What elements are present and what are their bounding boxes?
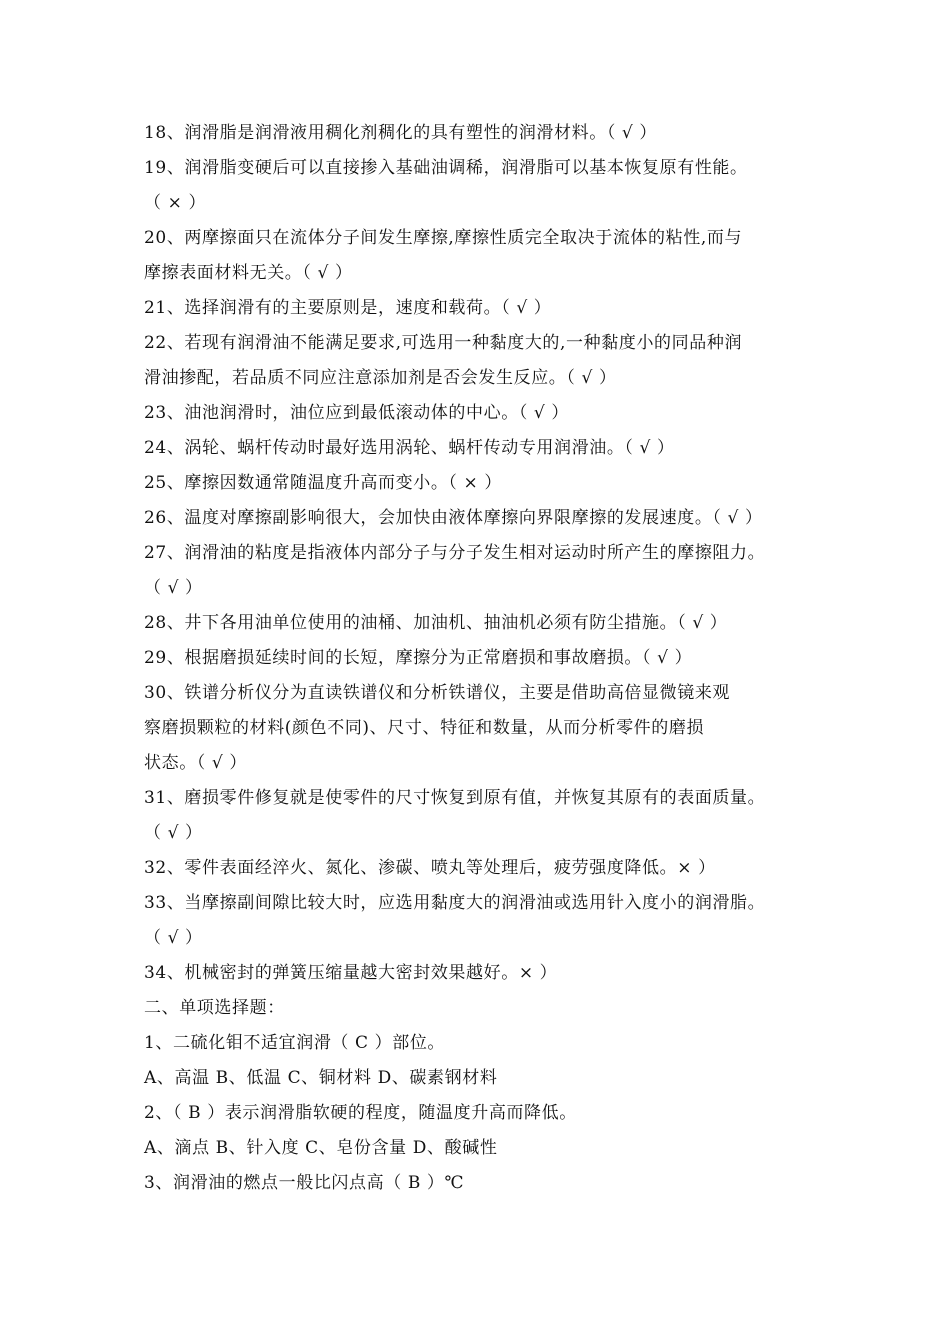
text-line: （ √ ） [144, 928, 203, 948]
text-line: 18、润滑脂是润滑液用稠化剂稠化的具有塑性的润滑材料。（ √ ） [144, 123, 657, 143]
text-line: （ √ ） [144, 823, 203, 843]
text-line: 24、涡轮、蜗杆传动时最好选用涡轮、蜗杆传动专用润滑油。（ √ ） [144, 438, 675, 458]
text-line: 19、润滑脂变硬后可以直接掺入基础油调稀，润滑脂可以基本恢复原有性能。 [144, 158, 748, 178]
text-line: 28、井下各用油单位使用的油桶、加油机、抽油机必须有防尘措施。（ √ ） [144, 613, 728, 633]
options-line: A、滴点 B、针入度 C、皂份含量 D、酸碱性 [144, 1138, 498, 1158]
text-line: 25、摩擦因数通常随温度升高而变小。（ × ） [144, 473, 502, 493]
question-line: 3、润滑油的燃点一般比闪点高（ B ）℃ [144, 1173, 465, 1193]
text-line: 状态。（ √ ） [144, 753, 247, 773]
text-line: 察磨损颗粒的材料(颜色不同)、尺寸、特征和数量，从而分析零件的磨损 [144, 718, 705, 738]
section-heading: 二、单项选择题： [144, 998, 285, 1018]
text-line: 33、当摩擦副间隙比较大时，应选用黏度大的润滑油或选用针入度小的润滑脂。 [144, 893, 766, 913]
text-line: 摩擦表面材料无关。（ √ ） [144, 263, 353, 283]
text-line: 20、两摩擦面只在流体分子间发生摩擦,摩擦性质完全取决于流体的粘性,而与 [144, 228, 743, 248]
text-line: 30、铁谱分析仪分为直读铁谱仪和分析铁谱仪，主要是借助高倍显微镜来观 [144, 683, 731, 703]
options-line: A、高温 B、低温 C、铜材料 D、碳素钢材料 [144, 1068, 498, 1088]
document-body [144, 116, 864, 1201]
text-line: 26、温度对摩擦副影响很大，会加快由液体摩擦向界限摩擦的发展速度。（ √ ） [144, 508, 763, 528]
text-line: 滑油掺配，若品质不同应注意添加剂是否会发生反应。（ √ ） [144, 368, 617, 388]
question-line: 2、（ B ）表示润滑脂软硬的程度，随温度升高而降低。 [144, 1103, 577, 1123]
text-line: （ × ） [144, 193, 207, 213]
text-line: 27、润滑油的粘度是指液体内部分子与分子发生相对运动时所产生的摩擦阻力。 [144, 543, 766, 563]
text-line: 31、磨损零件修复就是使零件的尺寸恢复到原有值，并恢复其原有的表面质量。 [144, 788, 766, 808]
text-line: 21、选择润滑有的主要原则是，速度和载荷。（ √ ） [144, 298, 552, 318]
text-line: 34、机械密封的弹簧压缩量越大密封效果越好。× ） [144, 963, 558, 983]
question-line: 1、二硫化钼不适宜润滑（ C ）部位。 [144, 1033, 446, 1053]
text-line: 29、根据磨损延续时间的长短，摩擦分为正常磨损和事故磨损。（ √ ） [144, 648, 693, 668]
text-line: （ √ ） [144, 578, 203, 598]
text-line: 32、零件表面经淬火、氮化、渗碳、喷丸等处理后，疲劳强度降低。× ） [144, 858, 716, 878]
text-line: 23、油池润滑时，油位应到最低滚动体的中心。（ √ ） [144, 403, 569, 423]
text-line: 22、若现有润滑油不能满足要求,可选用一种黏度大的,一种黏度小的同品种润 [144, 333, 743, 353]
